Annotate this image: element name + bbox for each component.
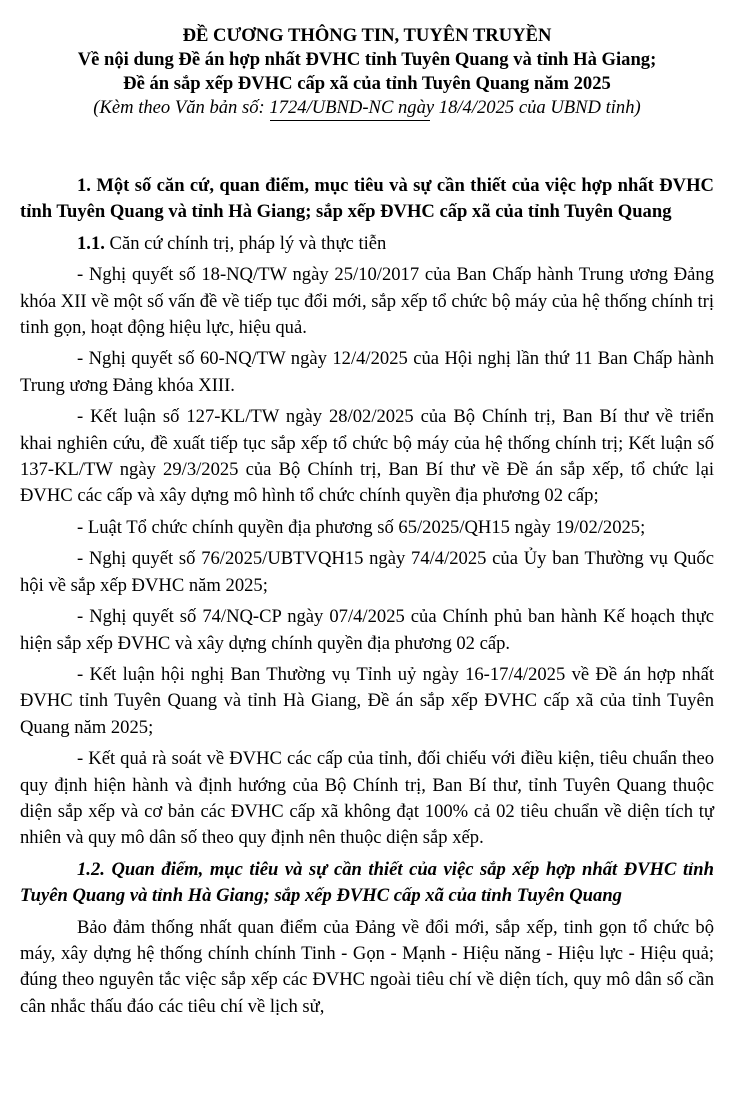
attachment-note: (Kèm theo Văn bản số: 1724/UBND-NC ngày 18/4/2025 của UBND tỉnh) [93, 97, 641, 118]
list-item: - Kết luận hội nghị Ban Thường vụ Tỉnh uỷ ngày 16-17/4/2025 về Đề án hợp nhất ĐVHC tỉnh Tuyên Quang và tỉnh Hà Giang, Đề án sắp xếp ĐVHC cấp xã của tỉnh Tuyên Quang năm 2025; [20, 663, 714, 738]
subsection-1-2-paragraph: Bảo đảm thống nhất quan điểm của Đảng về đổi mới, sắp xếp, tinh gọn tổ chức bộ máy, xây dựng hệ thống chính chính Tinh - Gọn - Mạnh - Hiệu năng - Hiệu lực - Hiệu quả; đúng theo nguyên tắc việc sắp xếp các ĐVHC ngoài tiêu chí về diện tích, quy mô dân số cần cân nhắc thấu đáo các tiêu chí về lịch sử, [20, 916, 714, 1017]
subsection-1-1-heading [20, 231, 714, 257]
document-page [20, 24, 714, 1025]
document-subtitle-line1: Về nội dung Đề án hợp nhất ĐVHC tỉnh Tuyên Quang và tỉnh Hà Giang; [77, 49, 657, 70]
list-item: - Nghị quyết số 76/2025/UBTVQH15 ngày 74/4/2025 của Ủy ban Thường vụ Quốc hội về sắp xếp ĐVHC năm 2025; [20, 548, 714, 596]
document-title: ĐỀ CƯƠNG THÔNG TIN, TUYÊN TRUYỀN [182, 25, 552, 46]
list-item: - Luật Tổ chức chính quyền địa phương số 65/2025/QH15 ngày 19/02/2025; [77, 516, 646, 538]
document-subtitle-line2: Đề án sắp xếp ĐVHC cấp xã của tỉnh Tuyên Quang năm 2025 [123, 73, 611, 94]
subsection-1-1-title: Căn cứ chính trị, pháp lý và thực tiễn [104, 232, 387, 254]
subsection-1-2-heading: 1.2. Quan điểm, mục tiêu và sự cần thiết của việc sắp xếp hợp nhất ĐVHC tỉnh Tuyên Quang và tỉnh Hà Giang; sắp xếp ĐVHC cấp xã của tỉnh Tuyên Quang [20, 858, 714, 907]
subsection-1-1-number: 1.1. [77, 232, 105, 254]
header-divider [270, 120, 430, 121]
list-item: - Nghị quyết số 74/NQ-CP ngày 07/4/2025 của Chính phủ ban hành Kế hoạch thực hiện sắp xếp ĐVHC và xây dựng chính quyền địa phương 02 cấp. [20, 606, 714, 654]
section1-heading: 1. Một số căn cứ, quan điểm, mục tiêu và sự cần thiết của việc hợp nhất ĐVHC tỉnh Tuyên Quang và tỉnh Hà Giang; sắp xếp ĐVHC cấp xã của tỉnh Tuyên Quang [20, 175, 714, 223]
list-item: - Nghị quyết số 18-NQ/TW ngày 25/10/2017 của Ban Chấp hành Trung ương Đảng khóa XII về một số vấn đề về tiếp tục đổi mới, sắp xếp tổ chức bộ máy của hệ thống chính trị tinh gọn, hoạt động hiệu lực, hiệu quả. [20, 264, 714, 339]
list-item: - Nghị quyết số 60-NQ/TW ngày 12/4/2025 của Hội nghị lần thứ 11 Ban Chấp hành Trung ương Đảng khóa XIII. [20, 348, 714, 396]
list-item: - Kết quả rà soát về ĐVHC các cấp của tỉnh, đối chiếu với điều kiện, tiêu chuẩn theo quy định hiện hành và định hướng của Bộ Chính trị, Ban Bí thư, tỉnh Tuyên Quang thuộc diện sắp xếp và cơ bản các ĐVHC cấp xã không đạt 100% cả 02 tiêu chuẩn về diện tích tự nhiên và quy mô dân số theo quy định nên thuộc diện sắp xếp. [20, 748, 714, 849]
list-item: - Kết luận số 127-KL/TW ngày 28/02/2025 của Bộ Chính trị, Ban Bí thư về triển khai nghiên cứu, đề xuất tiếp tục sắp xếp tổ chức bộ máy của hệ thống chính trị; Kết luận số 137-KL/TW ngày 29/3/2025 của Bộ Chính trị, Ban Bí thư về Đề án sắp xếp, tổ chức lại ĐVHC các cấp và xây dựng mô hình tổ chức chính quyền địa phương 02 cấp; [20, 406, 714, 507]
